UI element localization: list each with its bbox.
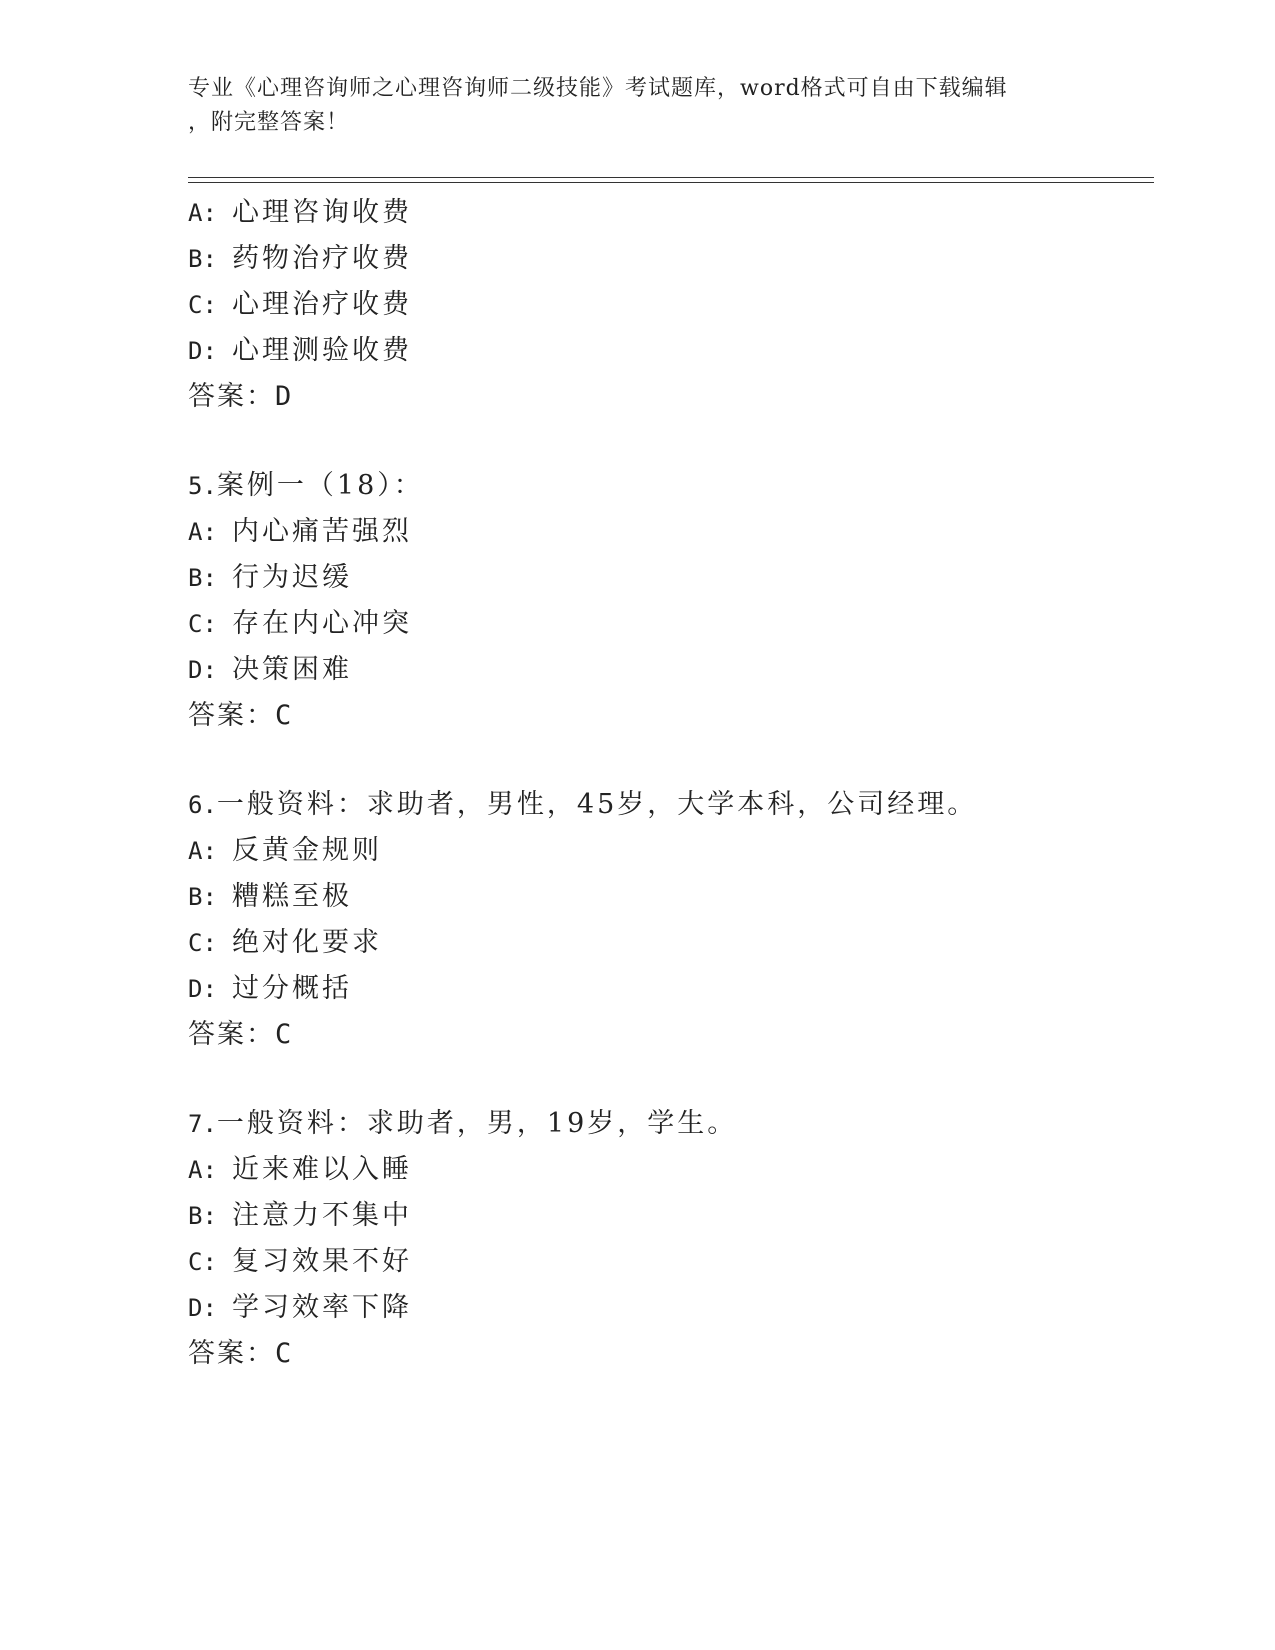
question-6 [188,782,1148,1058]
option-d: D: 过分概括 [188,973,352,1004]
option-c: C: 存在内心冲突 [188,608,412,639]
question-stem: 6.一般资料：求助者，男性，45岁，大学本科，公司经理。 [188,789,978,820]
option-c: C: 心理治疗收费 [188,289,412,320]
spacer [188,420,1148,463]
question-list [188,190,1148,1377]
spacer [188,739,1148,782]
option-c: C: 复习效果不好 [188,1246,412,1277]
option-d: D: 决策困难 [188,654,352,685]
answer-line: 答案：C [188,1338,294,1369]
option-a: A: 内心痛苦强烈 [188,516,412,547]
header-divider-bottom [188,182,1154,183]
header-line-2: ，附完整答案！ [188,110,350,135]
option-b: B: 药物治疗收费 [188,243,412,274]
question-4 [188,190,1148,420]
option-a: A: 反黄金规则 [188,835,382,866]
question-stem: 5.案例一（18）： [188,470,424,501]
option-d: D: 心理测验收费 [188,335,412,366]
option-c: C: 绝对化要求 [188,927,382,958]
question-7 [188,1101,1148,1377]
answer-line: 答案：C [188,1019,294,1050]
header-line-1: 专业《心理咨询师之心理咨询师二级技能》考试题库，word格式可自由下载编辑 [188,76,1008,101]
option-a: A: 心理咨询收费 [188,197,412,228]
document-header [188,72,1088,140]
option-b: B: 注意力不集中 [188,1200,412,1231]
answer-line: 答案：D [188,381,294,412]
option-b: B: 行为迟缓 [188,562,352,593]
option-d: D: 学习效率下降 [188,1292,412,1323]
option-b: B: 糟糕至极 [188,881,352,912]
question-5 [188,463,1148,739]
spacer [188,1058,1148,1101]
option-a: A: 近来难以入睡 [188,1154,412,1185]
answer-line: 答案：C [188,700,294,731]
question-stem: 7.一般资料：求助者，男，19岁，学生。 [188,1108,738,1139]
header-divider-top [188,177,1154,178]
